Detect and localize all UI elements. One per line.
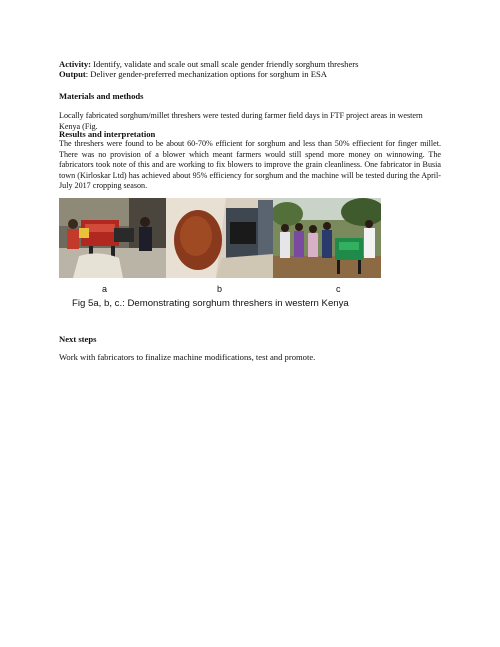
output-label: Output [59, 69, 86, 79]
photo-b [166, 198, 273, 278]
figure-caption: Fig 5a, b, c.: Demonstrating sorghum threshers in western Kenya [72, 298, 349, 309]
materials-heading: Materials and methods [59, 91, 144, 101]
activity-label: Activity: [59, 59, 91, 69]
figure-label-c: c [336, 284, 341, 294]
figure-label-a: a [102, 284, 108, 294]
activity-line [59, 59, 359, 69]
next-steps-heading: Next steps [59, 334, 97, 344]
activity-text: Identify, validate and scale out small scale gender friendly sorghum threshers [90, 59, 359, 69]
photo-c [273, 198, 381, 278]
next-steps-text: Work with fabricators to finalize machine modifications, test and promote. [59, 352, 316, 362]
results-heading: Results and interpretation [59, 129, 156, 139]
photo-a [59, 198, 166, 278]
materials-paragraph: Locally fabricated sorghum/millet threshers were tested during farmer field days in FTF project areas in western Kenya (Fig. [59, 111, 423, 131]
results-paragraph: The threshers were found to be about 60-70% efficient for sorghum and less than 50% effiecient for finger millet. There was no provision of a blower which meant farmers would still spend more money on winnowing. The fabricators took note of this and are working to fix blowers to improve the grain cleanliness. One fabricator in Busia town (Kirloskar Ltd) has achieved about 95% efficiency for sorghum and the machine will be tested during the April-July 2017 cropping season. [59, 139, 441, 191]
figure-label-b: b [217, 284, 223, 294]
output-line [59, 69, 327, 79]
output-text: : Deliver gender-preferred mechanization options for sorghum in ESA [85, 69, 327, 79]
